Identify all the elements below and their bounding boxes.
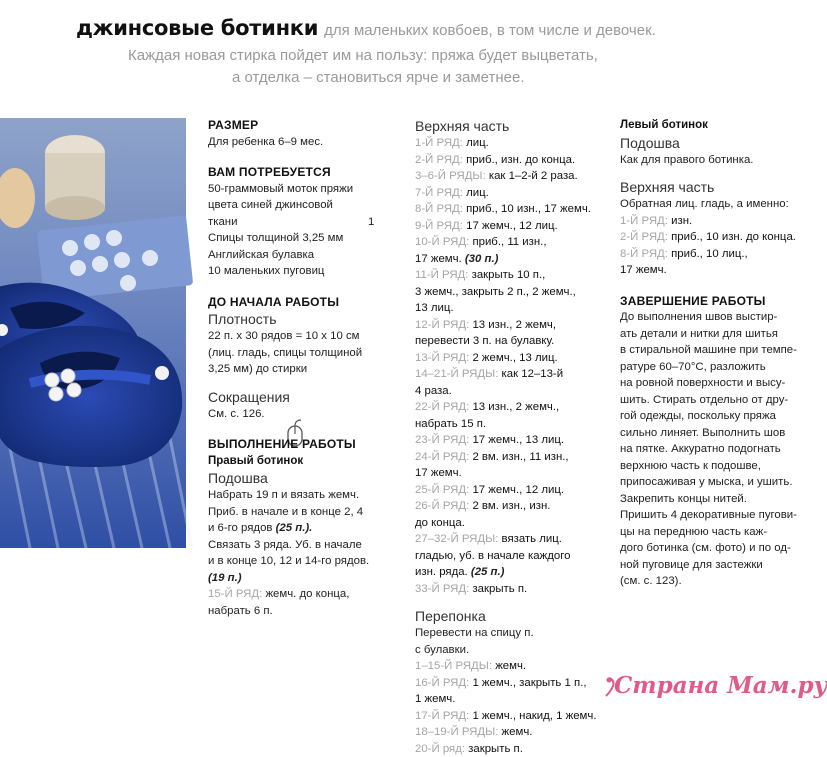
work-heading: ВЫПОЛНЕНИЕ РАБОТЫ <box>208 436 403 453</box>
finishing-line: припосаживая у мыска, и ушить. <box>620 474 808 491</box>
materials-qty: 1 <box>368 214 374 231</box>
row-text: 13 изн., 2 жемч., <box>472 401 559 413</box>
row-label: 8-Й РЯД: <box>620 248 671 260</box>
pattern-row <box>415 432 610 449</box>
row-text: изн. <box>671 215 692 227</box>
row-text: 1 жемч., накид, 1 жемч. <box>472 710 596 722</box>
row-label: 11-Й РЯД: <box>415 269 472 281</box>
pattern-row <box>415 708 610 725</box>
row-text: закрыть п. <box>468 743 523 755</box>
row-label: 22-Й РЯД: <box>415 401 472 413</box>
row-text: приб., 10 лиц., <box>671 248 748 260</box>
pattern-row <box>415 658 610 675</box>
finishing-line: верхнюю часть к подошве, <box>620 458 808 475</box>
sole-text: Как для правого ботинка. <box>620 152 808 169</box>
finishing-line: гой одежды, поскольку пряжа <box>620 408 808 425</box>
pattern-row <box>415 350 610 367</box>
watermark <box>600 670 805 706</box>
row-label: 8-Й РЯД: <box>415 203 466 215</box>
density-text: (лиц. гладь, спицы толщиной <box>208 345 403 362</box>
pattern-row <box>415 251 610 268</box>
row-text: 17 жемч. <box>415 467 462 479</box>
row-text: жемч. <box>502 726 533 738</box>
strap-text: с булавки. <box>415 642 610 659</box>
finishing-line: ной пуговице для застежки <box>620 557 808 574</box>
row-text: 17 жемч., 13 лиц. <box>472 434 564 446</box>
pattern-row <box>415 482 610 499</box>
pattern-row <box>620 229 808 246</box>
row-label: 18–19-Й РЯДЫ: <box>415 726 502 738</box>
instruction-line: набрать 6 п. <box>208 603 403 620</box>
page-title: джинсовые ботинки <box>76 16 318 40</box>
materials-item: Спицы толщиной 3,25 мм <box>208 230 403 247</box>
finishing-line: на ровной поверхности и высу- <box>620 375 808 392</box>
materials-item: 50-граммовый моток пряжи <box>208 181 403 198</box>
materials-item <box>208 214 403 231</box>
finishing-line: в стиральной машине при темпе- <box>620 342 808 359</box>
upper-part-heading: Верхняя часть <box>620 178 808 196</box>
pattern-row <box>415 201 610 218</box>
row-text: закрыть п. <box>472 583 527 595</box>
row-text: гладью, уб. в начале каждого <box>415 550 570 562</box>
materials-item: 10 маленьких пуговиц <box>208 263 403 280</box>
row-text: приб., 11 изн., <box>472 236 546 248</box>
row-text: как 1–2-й 2 раза. <box>489 170 578 182</box>
pattern-row <box>415 234 610 251</box>
row-label: 2-Й РЯД: <box>620 231 671 243</box>
row-text: 17 жемч., 12 лиц. <box>466 220 558 232</box>
finishing-line: Закрепить концы нитей. <box>620 491 808 508</box>
column-3 <box>620 117 808 590</box>
finishing-line: (см. с. 123). <box>620 573 808 590</box>
finishing-text <box>620 309 808 590</box>
row-text: 17 жемч. <box>620 264 667 276</box>
materials-item: Английская булавка <box>208 247 403 264</box>
pattern-row <box>415 218 610 235</box>
row-text: перевести 3 п. на булавку. <box>415 335 554 347</box>
row-text: до конца. <box>415 517 465 529</box>
pattern-row <box>415 399 610 416</box>
strap-rows <box>415 658 610 757</box>
right-boot-heading: Правый ботинок <box>208 453 403 470</box>
before-work-heading: ДО НАЧАЛА РАБОТЫ <box>208 294 403 311</box>
row-label: 17-Й РЯД: <box>415 710 472 722</box>
row-text: 4 раза. <box>415 385 452 397</box>
row-text: изн. ряда. <box>415 566 471 578</box>
finishing-line: До выполнения швов выстир- <box>620 309 808 326</box>
finishing-line: дого ботинка (см. фото) и по од- <box>620 540 808 557</box>
pattern-row <box>415 581 610 598</box>
header-line-1 <box>76 16 656 40</box>
instruction-text: и 6-го рядов <box>208 522 276 534</box>
pattern-row <box>415 564 610 581</box>
pattern-row <box>415 675 610 692</box>
left-boot-heading: Левый ботинок <box>620 117 808 134</box>
sole-heading: Подошва <box>620 134 808 152</box>
finishing-line: ать детали и нитки для шитья <box>620 326 808 343</box>
instruction-line <box>208 586 403 603</box>
booties-photo <box>0 118 186 548</box>
row-text: лиц. <box>466 137 489 149</box>
finishing-line: шить. Стирать отдельно от дру- <box>620 392 808 409</box>
pattern-row <box>415 168 610 185</box>
row-label: 1–15-Й РЯДЫ: <box>415 660 495 672</box>
row-label: 1-Й РЯД: <box>415 137 466 149</box>
pattern-row <box>415 366 610 383</box>
pattern-row <box>415 284 610 301</box>
row-text: приб., 10 изн., 17 жемч. <box>466 203 591 215</box>
row-label: 25-Й РЯД: <box>415 484 472 496</box>
materials-heading: ВАМ ПОТРЕБУЕТСЯ <box>208 164 403 181</box>
pattern-row <box>415 465 610 482</box>
column-2 <box>415 117 610 757</box>
pattern-row <box>415 152 610 169</box>
density-heading: Плотность <box>208 310 403 328</box>
watermark-text: Страна Мам.ру <box>614 672 827 699</box>
pattern-row <box>415 449 610 466</box>
row-label: 16-Й РЯД: <box>415 677 472 689</box>
row-text: 2 жемч., 13 лиц. <box>472 352 557 364</box>
row-label: 26-Й РЯД: <box>415 500 472 512</box>
pattern-row <box>620 262 808 279</box>
pattern-row <box>415 267 610 284</box>
pattern-row <box>415 185 610 202</box>
upper-part-text: Обратная лиц. гладь, а именно: <box>620 196 808 213</box>
finishing-heading: ЗАВЕРШЕНИЕ РАБОТЫ <box>620 293 808 310</box>
abbreviations-text: См. с. 126. <box>208 406 403 423</box>
instruction-line: Связать 3 ряда. Уб. в начале <box>208 537 403 554</box>
row-label: 9-Й РЯД: <box>415 220 466 232</box>
materials-item: цвета синей джинсовой <box>208 197 403 214</box>
instruction-line: Набрать 19 п и вязать жемч. <box>208 487 403 504</box>
row-label: 3–6-Й РЯДЫ: <box>415 170 489 182</box>
pattern-row <box>415 498 610 515</box>
row-label: 24-Й РЯД: <box>415 451 472 463</box>
row-label: 1-Й РЯД: <box>620 215 671 227</box>
page-header <box>0 0 808 110</box>
size-text: Для ребенка 6–9 мес. <box>208 134 403 151</box>
row-label: 2-Й РЯД: <box>415 154 466 166</box>
stitch-count: (25 п.) <box>471 566 505 578</box>
pattern-row <box>415 741 610 757</box>
pattern-row <box>415 333 610 350</box>
instruction-line: и в конце 10, 12 и 14-го рядов. <box>208 553 403 570</box>
density-text: 22 п. х 30 рядов = 10 х 10 см <box>208 328 403 345</box>
finishing-line: цы на переднюю часть каж- <box>620 524 808 541</box>
strap-heading: Перепонка <box>415 607 610 625</box>
header-line-3: а отделка – становиться ярче и заметнее. <box>232 69 525 86</box>
pattern-row <box>415 691 610 708</box>
pattern-row <box>415 300 610 317</box>
row-text: 1 жемч. <box>415 693 455 705</box>
sole-heading: Подошва <box>208 469 403 487</box>
booties-illustration <box>0 118 186 548</box>
row-text: 1 жемч., закрыть 1 п., <box>472 677 586 689</box>
row-text: вязать лиц. <box>502 533 562 545</box>
row-label: 14–21-Й РЯДЫ: <box>415 368 502 380</box>
row-text: 2 вм. изн., изн. <box>472 500 550 512</box>
upper-part-rows <box>620 213 808 279</box>
pattern-row <box>415 548 610 565</box>
instruction-line: Приб. в начале и в конце 2, 4 <box>208 504 403 521</box>
stitch-count: (25 п.). <box>276 522 313 534</box>
row-text: закрыть 10 п., <box>472 269 546 281</box>
row-label: 33-Й РЯД: <box>415 583 472 595</box>
pattern-row <box>620 246 808 263</box>
row-label: 20-Й ряд: <box>415 743 468 755</box>
pattern-row <box>415 317 610 334</box>
row-text: 3 жемч., закрыть 2 п., 2 жемч., <box>415 286 576 298</box>
upper-part-heading: Верхняя часть <box>415 117 610 135</box>
instruction-line <box>208 520 403 537</box>
row-text: 13 лиц. <box>415 302 454 314</box>
finishing-line: сильно линяет. Выполнить шов <box>620 425 808 442</box>
row-text: 13 изн., 2 жемч, <box>472 319 556 331</box>
stitch-count: (30 п.) <box>465 253 499 265</box>
row-label: 15-Й РЯД: <box>208 588 265 600</box>
row-text: приб., изн. до конца. <box>466 154 575 166</box>
row-text: 17 жемч., 12 лиц. <box>472 484 564 496</box>
size-heading: РАЗМЕР <box>208 117 403 134</box>
row-label: 7-Й РЯД: <box>415 187 466 199</box>
stitch-count: (19 п.) <box>208 570 403 587</box>
finishing-line: на пятке. Аккуратно подогнать <box>620 441 808 458</box>
row-label: 27–32-Й РЯДЫ: <box>415 533 502 545</box>
row-text: набрать 15 п. <box>415 418 486 430</box>
upper-part-rows <box>415 135 610 597</box>
row-text: лиц. <box>466 187 489 199</box>
finishing-line: ратуре 60–70°С, разложить <box>620 359 808 376</box>
pattern-row <box>415 383 610 400</box>
row-label: 23-Й РЯД: <box>415 434 472 446</box>
row-label: 13-Й РЯД: <box>415 352 472 364</box>
row-text: приб., 10 изн. до конца. <box>671 231 796 243</box>
finishing-line: Пришить 4 декоративные пугови- <box>620 507 808 524</box>
row-text: 2 вм. изн., 11 изн., <box>472 451 568 463</box>
header-subtitle: для маленьких ковбоев, в том числе и девочек. <box>324 22 656 39</box>
strap-text: Перевести на спицу п. <box>415 625 610 642</box>
pattern-row <box>415 531 610 548</box>
pattern-row <box>415 135 610 152</box>
pattern-row <box>620 213 808 230</box>
abbreviations-heading: Сокращения <box>208 388 403 406</box>
header-line-2: Каждая новая стирка пойдет им на пользу: пряжа будет выцветать, <box>128 47 598 64</box>
pattern-row <box>415 416 610 433</box>
row-text: жемч. <box>495 660 526 672</box>
row-text: жемч. до конца, <box>265 588 349 600</box>
row-text: 17 жемч. <box>415 253 465 265</box>
materials-item-text: ткани <box>208 216 237 228</box>
row-text: как 12–13-й <box>502 368 564 380</box>
pattern-row <box>415 724 610 741</box>
column-1 <box>208 117 403 619</box>
density-text: 3,25 мм) до стирки <box>208 361 403 378</box>
row-label: 12-Й РЯД: <box>415 319 472 331</box>
pattern-row <box>415 515 610 532</box>
row-label: 10-Й РЯД: <box>415 236 472 248</box>
